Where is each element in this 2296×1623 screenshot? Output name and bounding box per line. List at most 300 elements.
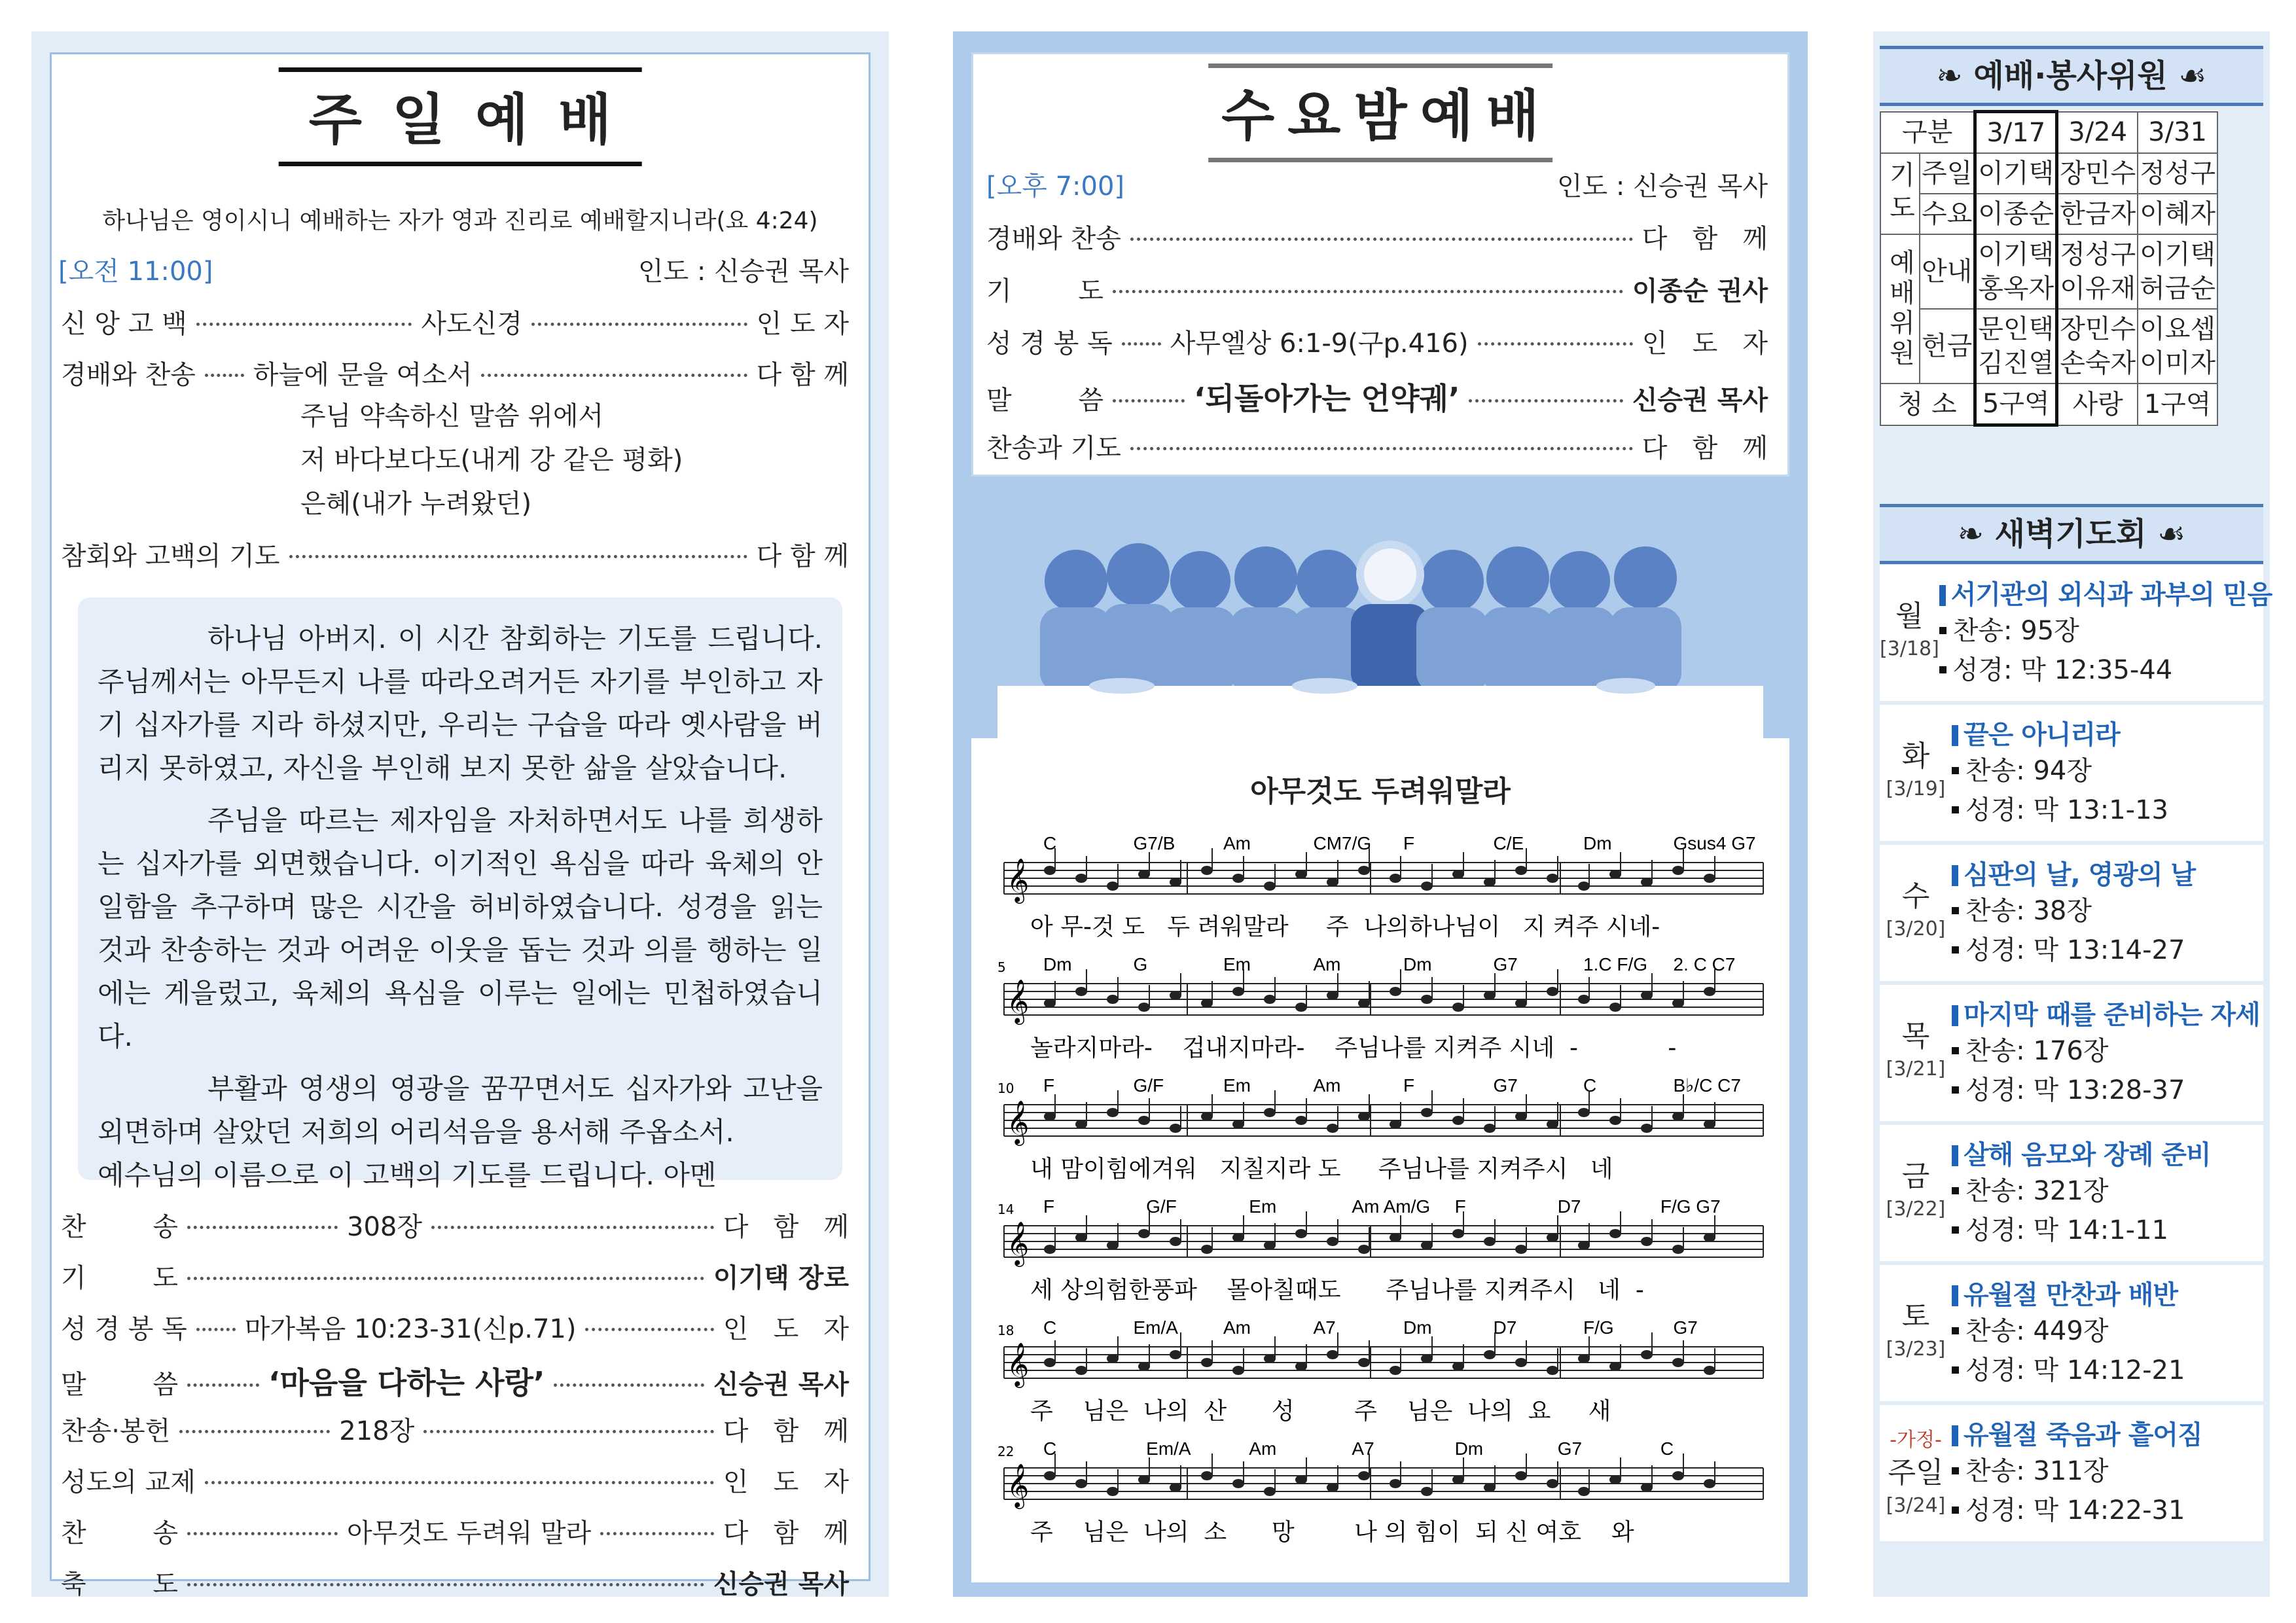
note-head (1358, 1112, 1370, 1121)
note-head (1515, 1112, 1527, 1121)
chord-label: Em/A (1133, 1317, 1178, 1338)
note-head (1264, 995, 1276, 1004)
roster-cell: 이혜자 (2138, 194, 2217, 234)
note-head (1515, 1358, 1527, 1367)
day-entry (1880, 1405, 2263, 1541)
note-head (1452, 1229, 1464, 1238)
day-label (1880, 565, 1939, 701)
prayer-paragraph: 주님을 따르는 제자임을 자처하면서도 나를 희생하는 십자가를 외면했습니다. 이기적인 욕심을 따라 육체의 안일함을 추구하며 많은 시간을 허비하였습니다. 성경을 읽는 것과 찬송하는 것과 어려운 이웃을 돕는 것과 의를 행하는 일에는 게을렀고, 육체의 욕심을 이루는 일에는 민첩하였습니다. (98, 804, 823, 1052)
note-head (1232, 987, 1244, 996)
order-row (61, 354, 849, 391)
roster-cell: 1구역 (2138, 383, 2217, 425)
note-head (1044, 866, 1056, 875)
note-head (1641, 1350, 1653, 1359)
note-head (1044, 1245, 1056, 1254)
note-head (1484, 1350, 1496, 1359)
note-head (1327, 991, 1338, 1000)
wednesday-leader: 인도 : 신승권 목사 (1556, 171, 1768, 202)
order-row (61, 1461, 849, 1499)
roster-cell: 이종순 (1975, 194, 2057, 234)
chord-label: Am (1313, 1075, 1341, 1096)
note-head (1264, 1354, 1276, 1363)
note-head (1641, 1483, 1653, 1492)
note-head (1641, 1237, 1653, 1246)
day-title: 유월절 만찬과 배반 (1964, 1280, 2178, 1310)
day-title: 살해 음모와 장례 준비 (1964, 1140, 2211, 1170)
order-label: 찬 송 (61, 1212, 178, 1242)
marker-icon (1952, 865, 1958, 886)
prayer-paragraph: 예수님의 이름으로 이 고백의 기도를 드립니다. 아멘 (98, 1159, 717, 1191)
note-head (1484, 1483, 1496, 1492)
sunday-leader: 인도 : 신승권 목사 (637, 257, 849, 287)
note-head (1170, 1237, 1181, 1246)
bullet-icon (1952, 907, 1959, 914)
note-head (1672, 999, 1684, 1008)
measure-number: 22 (997, 1444, 1014, 1459)
note-head (1609, 1362, 1621, 1371)
verse: 하나님은 영이시니 예배하는 자가 영과 진리로 예배할지니라(요 4:24) (102, 207, 818, 234)
note-head (1170, 1124, 1181, 1133)
day-name: 목 (1901, 1020, 1930, 1053)
note-head (1672, 866, 1684, 875)
day-date: [3/22] (1886, 1198, 1946, 1221)
note-head (1295, 1229, 1307, 1238)
note-head (1044, 1112, 1056, 1121)
note-head (1075, 874, 1087, 883)
chord-label: Em (1223, 1075, 1251, 1096)
day-scripture: 성경: 막 12:35-44 (1952, 655, 2173, 685)
chord-label: B♭/C C7 (1673, 1075, 1741, 1096)
order-label: 성 경 봉 독 (61, 1314, 187, 1344)
order-label: 기 도 (61, 1263, 178, 1293)
note-head (1138, 1229, 1150, 1238)
roster-cell: 이기택 (1975, 153, 2057, 194)
chord-label: C (1043, 833, 1057, 853)
dawn-title: 새벽기도회 (1994, 516, 2147, 552)
committee-panel (1873, 31, 2270, 1597)
note-head (1421, 1108, 1433, 1117)
order-item: 아무것도 두려워 말라 (347, 1518, 592, 1548)
note-head (1547, 1233, 1558, 1242)
sunday-service-panel (31, 31, 889, 1597)
note-head (1578, 1241, 1590, 1250)
marker-icon (1939, 585, 1946, 606)
note-head (1609, 1475, 1621, 1484)
note-head (1641, 878, 1653, 887)
day-label (1880, 1405, 1952, 1541)
day-date: [3/20] (1886, 918, 1946, 940)
order-who: 다 함 께 (756, 360, 849, 390)
note-head (1295, 870, 1307, 879)
order-who: 다 함 께 (756, 541, 849, 571)
note-head (1201, 999, 1213, 1008)
chord-label: 1.C F/G (1583, 954, 1648, 974)
hymn: 저 바다보다도(내게 강 같은 평화) (300, 445, 683, 475)
day-title: 심판의 날, 영광의 날 (1964, 860, 2196, 890)
note-head (1327, 878, 1338, 887)
note-head (1484, 1237, 1496, 1246)
chord-label: G7 (1493, 1075, 1518, 1096)
note-head (1358, 866, 1370, 875)
lyric-line: 주 님은 나의 소 망 나 의 힘이 되 신 여호 와 (1030, 1519, 1634, 1546)
wednesday-service-panel (953, 31, 1808, 1597)
note-head (1704, 1366, 1715, 1375)
marker-icon (1952, 1005, 1958, 1026)
note-head (1264, 882, 1276, 891)
note-head (1641, 1124, 1653, 1133)
roster-group: 청 소 (1880, 383, 1975, 425)
note-head (1075, 1120, 1087, 1129)
treble-clef: 𝄞 (1007, 1463, 1030, 1507)
order-item: 308장 (347, 1212, 422, 1242)
note-head (1264, 1108, 1276, 1117)
order-label: 성도의 교제 (61, 1467, 196, 1497)
chord-label: Dm (1454, 1438, 1484, 1459)
order-label: 경배와 찬송 (986, 224, 1121, 254)
roster-table (1880, 110, 2218, 427)
order-label: 말 씀 (61, 1370, 178, 1400)
note-head (1609, 1229, 1621, 1238)
chord-label: C/E (1493, 833, 1524, 853)
roster-cell: 이기택 허금순 (2138, 234, 2217, 309)
order-item: 하늘에 문을 여소서 (253, 360, 473, 390)
day-entry (1880, 985, 2263, 1121)
note-head (1232, 1233, 1244, 1242)
order-who: 인 도 자 (756, 309, 850, 339)
day-hymn: 찬송: 38장 (1965, 896, 2092, 926)
note-head (1672, 1112, 1684, 1121)
chord-label: G7 (1673, 1317, 1698, 1338)
wednesday-order (971, 52, 1789, 476)
note-head (1170, 991, 1181, 1000)
day-hymn: 찬송: 321장 (1965, 1176, 2109, 1206)
order-who: 인 도 자 (723, 1467, 849, 1497)
note-head (1484, 878, 1496, 887)
roster-header-cell: 3/17 (1975, 112, 2057, 154)
day-scripture: 성경: 막 14:12-21 (1965, 1355, 2185, 1385)
note-head (1170, 1483, 1181, 1492)
confession-prayer (78, 597, 842, 1191)
note-head (1170, 878, 1181, 887)
roster-cell: 정성구 (2138, 153, 2217, 194)
chord-label: Dm (1403, 1317, 1432, 1338)
note-head (1547, 987, 1558, 996)
chord-label: Am (1249, 1438, 1277, 1459)
note-head (1044, 1471, 1056, 1480)
note-head (1232, 1366, 1244, 1375)
marker-icon (1952, 725, 1958, 746)
lyric-line: 주 님은 나의 산 성 주 님은 나의 요 새 (1030, 1398, 1611, 1425)
note-head (1547, 1120, 1558, 1129)
note-head (1107, 1487, 1119, 1496)
order-who: 다 함 께 (723, 1518, 849, 1548)
note-head (1578, 1108, 1590, 1117)
day-title: 마지막 때를 준비하는 자세 (1964, 1000, 2260, 1030)
chord-label: F/G (1583, 1317, 1614, 1338)
note-head (1452, 1362, 1464, 1371)
note-head (1358, 1245, 1370, 1254)
order-row (61, 1512, 849, 1550)
day-entry (1880, 1125, 2263, 1261)
note-head (1452, 1475, 1464, 1484)
day-date: [3/19] (1886, 777, 1946, 800)
note-head (1138, 1362, 1150, 1371)
note-head (1452, 1003, 1464, 1012)
day-hymn: 찬송: 449장 (1965, 1316, 2109, 1346)
order-label: 찬송과 기도 (986, 433, 1121, 463)
note-head (1295, 1475, 1307, 1484)
treble-clef: 𝄞 (1007, 1221, 1030, 1265)
day-date: [3/24] (1886, 1494, 1946, 1517)
dawn-heading (1880, 504, 2263, 564)
note-head (1264, 1241, 1276, 1250)
roster-cell: 5구역 (1975, 383, 2057, 425)
note-head (1390, 1366, 1401, 1375)
note-head (1390, 1233, 1401, 1242)
prayer-paragraph: 부활과 영생의 영광을 꿈꾸면서도 십자가와 고난을 외면하며 살았던 저희의 어리석음을 용서해 주옵소서. (98, 1073, 823, 1148)
chord-label: G/F (1133, 1075, 1164, 1096)
roster-sub: 주일 (1920, 153, 1975, 194)
order-label: 찬송·봉헌 (61, 1416, 171, 1446)
roster-cell: 이요셉 이미자 (2138, 309, 2217, 383)
note-head (1295, 1003, 1307, 1012)
note-head (1075, 1479, 1087, 1488)
note-head (1264, 1487, 1276, 1496)
day-date: [3/23] (1886, 1338, 1946, 1361)
chord-label: D7 (1493, 1317, 1517, 1338)
day-label (1880, 845, 1952, 981)
roster-group: 기도 (1880, 153, 1920, 234)
note-head (1201, 866, 1213, 875)
note-head (1704, 987, 1715, 996)
day-hymn: 찬송: 94장 (1965, 756, 2092, 786)
day-name: 토 (1901, 1300, 1930, 1333)
day-title: 끝은 아니리라 (1964, 720, 2120, 750)
day-label (1880, 705, 1952, 841)
day-date: [3/21] (1886, 1058, 1946, 1080)
note-head (1295, 1116, 1307, 1125)
hymn: 은혜(내가 누려왔던) (300, 489, 532, 519)
note-head (1044, 999, 1056, 1008)
wednesday-time: [오후 7:00] (986, 171, 1125, 202)
chord-label: G (1133, 954, 1148, 974)
bullet-icon (1952, 1366, 1959, 1374)
measure-number: 5 (997, 959, 1006, 975)
chord-label: F (1403, 1075, 1415, 1096)
chord-label: A7 (1352, 1438, 1374, 1459)
lyric-line: 아 무-것 도 두 려워말라 주 나의하나님이 지 켜주 시네- (1030, 914, 1660, 940)
order-item: 마가복음 10:23-31(신p.71) (244, 1314, 577, 1344)
order-who: 인 도 자 (723, 1314, 849, 1344)
bullet-icon (1952, 1327, 1959, 1334)
note-head (1327, 1483, 1338, 1492)
chord-label: F (1043, 1075, 1055, 1096)
roster-cell: 장민수 (2057, 153, 2138, 194)
note-head (1107, 1354, 1119, 1363)
note-head (1201, 1245, 1213, 1254)
note-head (1578, 882, 1590, 891)
order-label: 찬 송 (61, 1518, 178, 1548)
chord-label: G7/B (1133, 833, 1175, 853)
order-who: 이기택 장로 (713, 1263, 849, 1293)
order-item: 218장 (339, 1416, 415, 1446)
order-label: 신 앙 고 백 (61, 309, 187, 339)
treble-clef: 𝄞 (1007, 978, 1030, 1023)
note-head (1421, 1241, 1433, 1250)
bullet-icon (1952, 1467, 1959, 1474)
note-head (1138, 1003, 1150, 1012)
note-head (1421, 882, 1433, 891)
measure-number: 14 (997, 1202, 1014, 1217)
day-tag: -가정- (1890, 1429, 1942, 1452)
note-head (1358, 1358, 1370, 1367)
marker-icon (1952, 1425, 1958, 1446)
chord-label: F (1403, 833, 1415, 853)
note-head (1578, 995, 1590, 1004)
marker-icon (1952, 1285, 1958, 1306)
chord-label: Gsus4 G7 (1673, 833, 1756, 853)
order-row (986, 270, 1768, 308)
chord-label: Am (1223, 833, 1251, 853)
order-row (61, 1206, 849, 1243)
last-supper-illustration (971, 483, 1789, 745)
bullet-icon (1952, 1507, 1959, 1514)
order-who: 신승권 목사 (713, 1370, 849, 1400)
day-label (1880, 1125, 1952, 1261)
lyric-line: 놀라지마라- 겁내지마라- 주님나를 지켜주 시네 - - (1030, 1035, 1677, 1061)
roster-heading (1880, 46, 2263, 106)
note-head (1044, 1358, 1056, 1367)
chord-label: F/G G7 (1660, 1196, 1721, 1217)
day-name: 화 (1901, 740, 1930, 773)
order-label: 참회와 고백의 기도 (61, 541, 280, 571)
ornament-icon: ❧ (1957, 516, 1995, 552)
note-head (1578, 1354, 1590, 1363)
note-head (1704, 1120, 1715, 1129)
roster-cell: 한금자 (2057, 194, 2138, 234)
roster-title: 예배·봉사위원 (1973, 58, 2168, 94)
roster-sub: 헌금 (1920, 309, 1975, 383)
bullet-icon (1952, 806, 1959, 813)
chord-label: Dm (1583, 833, 1612, 853)
day-name: 금 (1901, 1160, 1930, 1193)
note-head (1421, 1487, 1433, 1496)
chord-label: Am (1223, 1317, 1251, 1338)
chord-label: Am (1313, 954, 1341, 974)
note-head (1421, 995, 1433, 1004)
order-row (986, 218, 1768, 255)
order-who: 다 함 께 (723, 1416, 849, 1446)
roster-sub: 수요 (1920, 194, 1975, 234)
hymn-list (300, 395, 683, 526)
chord-label: C (1043, 1438, 1057, 1459)
bullet-icon (1952, 1226, 1959, 1234)
chord-label: C (1043, 1317, 1057, 1338)
note-head (1201, 1112, 1213, 1121)
bullet-icon (1952, 767, 1959, 774)
note-head (1232, 1120, 1244, 1129)
note-head (1547, 1366, 1558, 1375)
chord-label: G/F (1146, 1196, 1177, 1217)
day-hymn: 찬송: 176장 (1965, 1036, 2109, 1066)
order-item: 사도신경 (421, 309, 522, 339)
day-entry (1880, 705, 2263, 841)
chord-label: D7 (1557, 1196, 1581, 1217)
staves (971, 738, 1789, 1582)
measure-number: 18 (997, 1323, 1014, 1338)
note-head (1609, 1003, 1621, 1012)
note-head (1515, 1245, 1527, 1254)
treble-clef: 𝄞 (1007, 1099, 1030, 1144)
chord-label: C (1660, 1438, 1674, 1459)
measure-number: 10 (997, 1080, 1014, 1096)
prayer-paragraph: 하나님 아버지. 이 시간 참회하는 기도를 드립니다. 주님께서는 아무든지 나를 따라오려거든 자기를 부인하고 자기 십자가를 지라 하셨지만, 우리는 구습을 따라 옛사람을 버리지 못하였고, 자신을 부인해 보지 못한 삶을 살았습니다. (98, 622, 823, 784)
order-row (61, 1308, 849, 1346)
roster-cell: 장민수 손숙자 (2057, 309, 2138, 383)
ornament-icon: ❧ (1936, 58, 1974, 94)
order-label: 말 씀 (986, 385, 1103, 416)
chord-label: CM7/G (1313, 833, 1372, 853)
day-name: 주일 (1888, 1456, 1944, 1489)
note-head (1107, 882, 1119, 891)
note-head (1107, 1241, 1119, 1250)
ornament-icon: ☙ (2146, 516, 2186, 552)
note-head (1138, 870, 1150, 879)
chord-label: Dm (1403, 954, 1432, 974)
bullet-icon (1952, 946, 1959, 954)
note-head (1609, 1116, 1621, 1125)
day-scripture: 성경: 막 13:28-37 (1965, 1075, 2185, 1105)
note-head (1547, 874, 1558, 883)
day-scripture: 성경: 막 14:1-11 (1965, 1215, 2168, 1245)
note-head (1358, 999, 1370, 1008)
chord-label: G7 (1493, 954, 1518, 974)
chord-label: Dm (1043, 954, 1072, 974)
order-row (61, 1257, 849, 1294)
note-head (1327, 1237, 1338, 1246)
order-row (61, 303, 849, 340)
chord-label: F (1454, 1196, 1466, 1217)
chord-label: Am Am/G (1352, 1196, 1431, 1217)
roster-header-cell: 3/31 (2138, 112, 2217, 154)
note-head (1672, 1245, 1684, 1254)
order-row (61, 1359, 849, 1402)
note-head (1390, 1479, 1401, 1488)
marker-icon (1952, 1145, 1958, 1166)
note-head (1421, 1354, 1433, 1363)
note-head (1484, 991, 1496, 1000)
day-scripture: 성경: 막 13:1-13 (1965, 795, 2168, 825)
order-who: 신승권 목사 (1632, 385, 1768, 416)
roster-header-cell: 구분 (1880, 112, 1975, 154)
chord-label: C (1583, 1075, 1597, 1096)
day-title: 서기관의 외식과 과부의 믿음 (1950, 580, 2272, 610)
sunday-header (58, 251, 849, 288)
note-head (1515, 866, 1527, 875)
order-row (61, 535, 849, 573)
day-name: 월 (1895, 599, 1924, 633)
note-head (1672, 1471, 1684, 1480)
note-head (1295, 1362, 1307, 1371)
chord-label: F (1043, 1196, 1055, 1217)
ornament-icon: ☙ (2167, 58, 2207, 94)
order-who: 다 함 께 (723, 1212, 849, 1242)
day-title: 유월절 죽음과 흩어짐 (1964, 1420, 2202, 1450)
order-row (61, 1563, 849, 1601)
day-date: [3/18] (1880, 637, 1939, 660)
note-head (1609, 870, 1621, 879)
note-head (1452, 870, 1464, 879)
